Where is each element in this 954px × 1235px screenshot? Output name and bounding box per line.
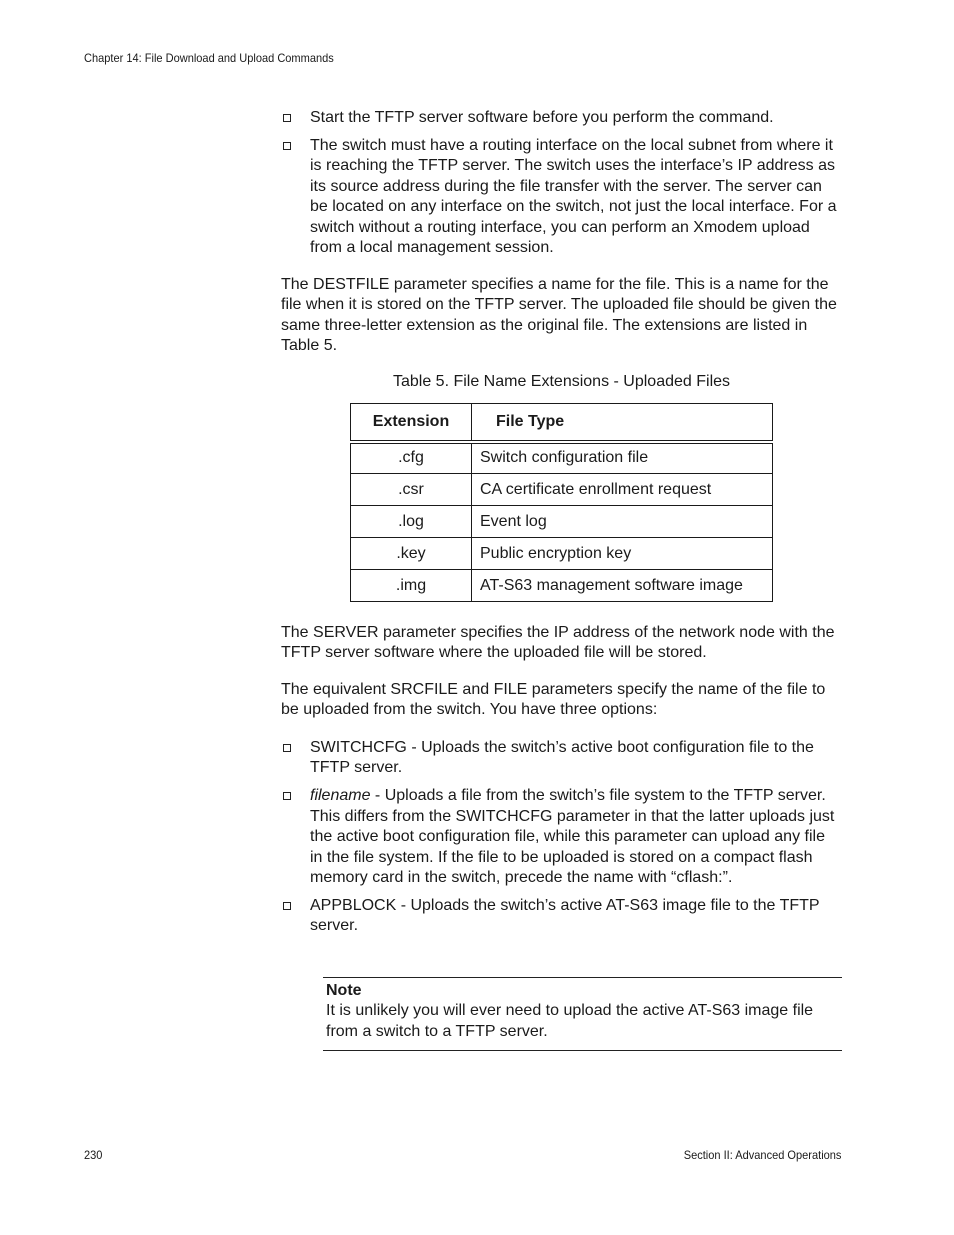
note-box	[323, 977, 842, 1051]
note-title: Note	[326, 982, 362, 999]
extension-cell: .cfg	[351, 442, 472, 474]
checkbox-bullet-icon	[283, 114, 291, 122]
filename-term: filename	[310, 787, 371, 805]
table-caption: Table 5. File Name Extensions - Uploaded Files	[392, 373, 731, 390]
list-item	[281, 738, 841, 779]
list-item-text: The switch must have a routing interface on the local subnet from where it is reaching the TFTP server. The switch uses the interface’s IP address as its source address during the file transfer with the server. The server can be located on any interface on the switch, not just the local interface. For a switch without a routing interface, you can perform an Xmodem upload from a local management session.	[310, 136, 837, 256]
list-item	[281, 108, 841, 128]
page-number: 230	[84, 1148, 103, 1162]
extension-cell: .key	[351, 538, 472, 570]
table-row	[351, 474, 773, 506]
checkbox-bullet-icon	[283, 744, 291, 752]
checkbox-bullet-icon	[283, 792, 291, 800]
destfile-paragraph: The DESTFILE parameter specifies a name for the file. This is a name for the file when it is stored on the TFTP server. The uploaded file should be given the same three-letter extension as the original file. The extensions are listed in Table 5.	[281, 276, 837, 355]
section-footer: Section II: Advanced Operations	[683, 1148, 841, 1162]
note-body: It is unlikely you will ever need to upload the active AT-S63 image file from a switch to a TFTP server.	[326, 1002, 814, 1040]
options-list	[281, 738, 841, 944]
running-header: Chapter 14: File Download and Upload Commands	[84, 51, 334, 65]
file-type-cell: AT-S63 management software image	[472, 570, 773, 602]
table-row	[351, 570, 773, 602]
extension-cell: .csr	[351, 474, 472, 506]
list-item	[281, 786, 841, 888]
table-header-row	[351, 404, 773, 442]
list-item-text: APPBLOCK - Uploads the switch’s active AT-S63 image file to the TFTP server.	[310, 896, 820, 935]
column-header-file-type: File Type	[472, 404, 773, 442]
file-type-cell: Switch configuration file	[472, 442, 773, 474]
extension-cell: .img	[351, 570, 472, 602]
extension-cell: .log	[351, 506, 472, 538]
file-type-cell: Event log	[472, 506, 773, 538]
column-header-extension: Extension	[351, 404, 472, 442]
prerequisite-list	[281, 108, 841, 266]
list-item	[281, 136, 841, 258]
table-row	[351, 442, 773, 474]
extensions-table	[350, 403, 773, 602]
file-type-cell: CA certificate enrollment request	[472, 474, 773, 506]
list-item-text: SWITCHCFG - Uploads the switch’s active boot configuration file to the TFTP server.	[310, 739, 814, 777]
list-item-text: Start the TFTP server software before you perform the command.	[310, 109, 774, 126]
file-type-cell: Public encryption key	[472, 538, 773, 570]
srcfile-paragraph: The equivalent SRCFILE and FILE parameters specify the name of the file to be uploaded from the switch. You have three options:	[281, 681, 826, 719]
list-item-text: - Uploads a file from the switch’s file system to the TFTP server. This differs from the SWITCHCFG parameter in that the latter uploads just the active boot configuration file, while this parameter can upload any file in the file system. If the file to be uploaded is stored on a compact flash memory card in the switch, precede the name with “cflash:”.	[310, 787, 835, 886]
table-row	[351, 506, 773, 538]
checkbox-bullet-icon	[283, 902, 291, 910]
list-item	[281, 896, 841, 937]
server-paragraph: The SERVER parameter specifies the IP address of the network node with the TFTP server software where the uploaded file will be stored.	[281, 624, 835, 662]
table-row	[351, 538, 773, 570]
checkbox-bullet-icon	[283, 142, 291, 150]
